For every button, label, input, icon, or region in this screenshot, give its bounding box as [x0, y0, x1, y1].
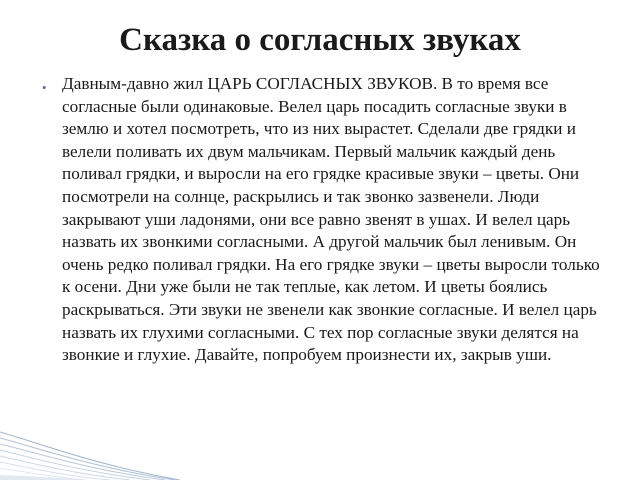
bullet-text: Давным-давно жил ЦАРЬ СОГЛАСНЫХ ЗВУКОВ. В то время все согласные были одинаковые. Велел царь посадить согласные звуки в землю и хотел посмотреть, что из них вырастет. Сделали две грядки и велели поливать их двум мальчикам. Первый мальчик каждый день поливал грядки, и выросли на его грядке красивые звуки – цветы. Они посмотрели на солнце, раскрылись и так звонко зазвенели. Люди закрывают уши ладонями, они все равно звенят в ушах. И велел царь назвать их звонкими согласными. А другой мальчик был ленивым. Он очень редко поливал грядки. На его грядке звуки – цветы выросли только к осени. Дни уже были не так теплые, как летом. И цветы боялись раскрываться. Эти звуки не звенели как звонкие согласные. И велел царь назвать их глухими согласными. С тех пор согласные звуки делятся на звонкие и глухие. Давайте, попробуем произнести их, закрыв уши.: [62, 74, 600, 365]
bullet-dot-icon: •: [42, 80, 47, 95]
decorative-wave-lines: [0, 390, 180, 480]
slide-title: Сказка о согласных звуках: [119, 22, 521, 58]
